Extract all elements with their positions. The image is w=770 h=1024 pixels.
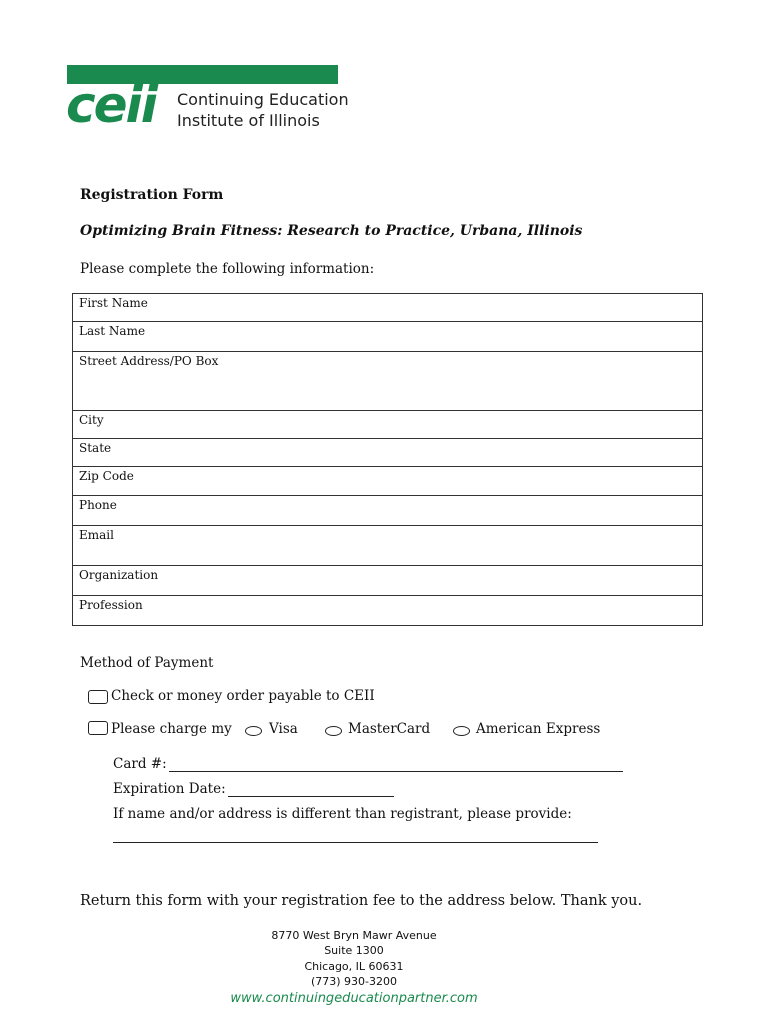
field-label: First Name: [79, 296, 148, 310]
address-phone: (773) 930-3200: [310, 975, 398, 988]
field-label: Email: [79, 528, 114, 542]
check-payment-checkbox[interactable]: [88, 690, 108, 704]
form-title: Registration Form: [80, 187, 224, 203]
website-link[interactable]: www.continuingeducationpartner.com: [230, 991, 478, 1006]
charge-card-label: Please charge my: [111, 721, 232, 737]
amex-radio[interactable]: [453, 726, 470, 736]
event-title: Optimizing Brain Fitness: Research to Practice, Urbana, Illinois: [80, 223, 583, 239]
card-number-label: Card #:: [113, 756, 167, 772]
field-label: Zip Code: [79, 469, 134, 483]
field-label: Street Address/PO Box: [79, 354, 219, 368]
field-profession[interactable]: [73, 596, 702, 625]
instructions: Please complete the following information:: [80, 261, 375, 277]
mastercard-label: MasterCard: [348, 721, 431, 737]
address-suite: Suite 1300: [324, 944, 384, 957]
card-number-row: [113, 756, 623, 772]
expiration-field[interactable]: [228, 782, 394, 797]
logo-text-line2: Institute of Illinois: [177, 111, 320, 130]
info-table: [72, 293, 703, 626]
field-label: State: [79, 441, 112, 455]
logo-text-line1: Continuing Education: [177, 90, 349, 109]
card-number-field[interactable]: [169, 757, 623, 772]
different-address-field[interactable]: [113, 842, 598, 843]
charge-card-checkbox[interactable]: [88, 721, 108, 735]
field-state[interactable]: [73, 439, 702, 467]
expiration-label: Expiration Date:: [113, 781, 226, 797]
address-city: Chicago, IL 60631: [304, 960, 404, 973]
field-label: Organization: [79, 568, 159, 582]
visa-label: Visa: [269, 721, 298, 737]
field-label: Profession: [79, 598, 143, 612]
field-zip-code[interactable]: [73, 467, 702, 496]
logo-mark: ceii: [66, 76, 156, 134]
check-payment-label: Check or money order payable to CEII: [111, 688, 375, 704]
field-first-name[interactable]: [73, 294, 702, 322]
payment-heading: Method of Payment: [80, 655, 214, 671]
field-label: Last Name: [79, 324, 146, 338]
field-phone[interactable]: [73, 496, 702, 526]
field-city[interactable]: [73, 411, 702, 439]
field-email[interactable]: [73, 526, 702, 566]
mastercard-radio[interactable]: [325, 726, 342, 736]
field-street-address[interactable]: [73, 352, 702, 411]
different-address-label: If name and/or address is different than registrant, please provide:: [113, 806, 572, 822]
expiration-row: [113, 781, 394, 797]
field-last-name[interactable]: [73, 322, 702, 352]
amex-label: American Express: [476, 721, 601, 737]
return-instructions: Return this form with your registration fee to the address below. Thank you.: [80, 893, 643, 909]
field-organization[interactable]: [73, 566, 702, 596]
visa-radio[interactable]: [245, 726, 262, 736]
field-label: Phone: [79, 498, 117, 512]
field-label: City: [79, 413, 104, 427]
address-street: 8770 West Bryn Mawr Avenue: [271, 929, 437, 942]
